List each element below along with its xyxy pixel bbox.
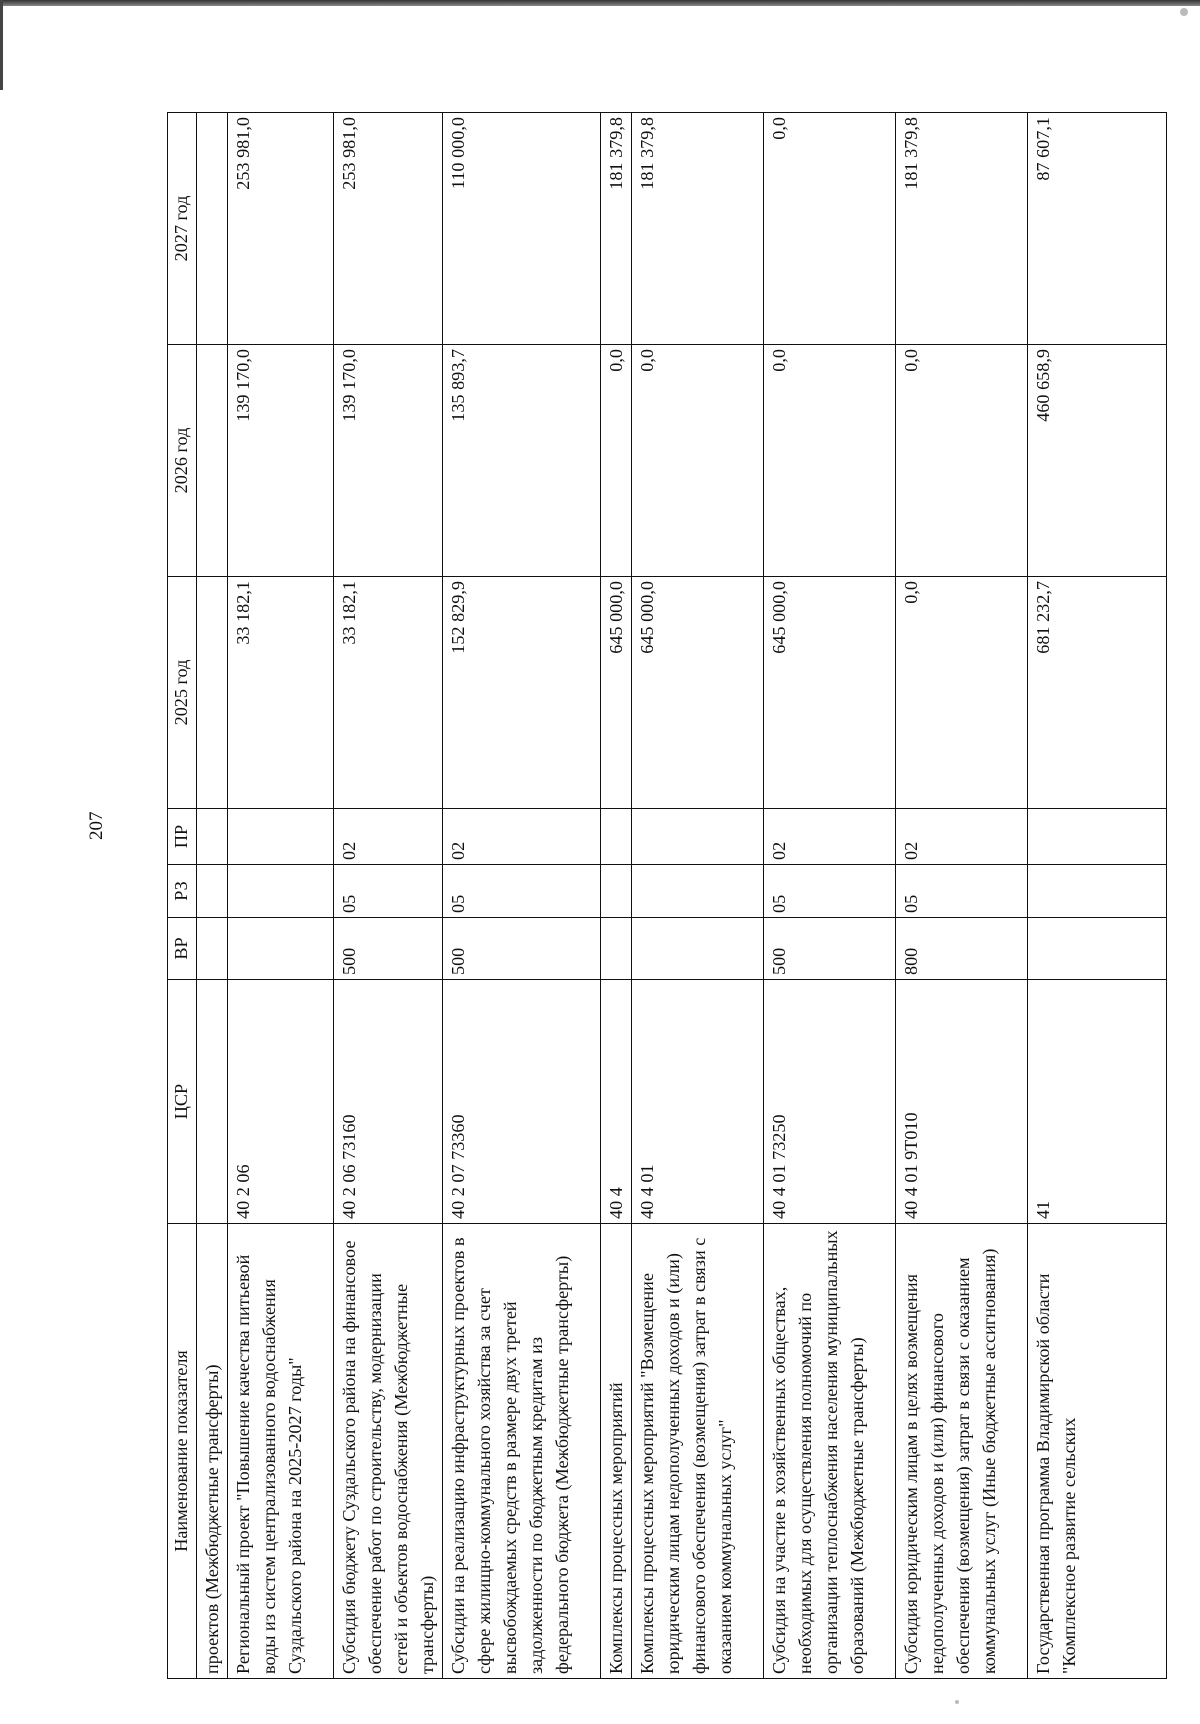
table-row bbox=[197, 113, 228, 1679]
cell-csr: 40 4 01 9Т010 bbox=[896, 980, 1028, 1224]
cell-pr bbox=[1028, 809, 1167, 865]
cell-2026: 460 658,9 bbox=[1028, 345, 1167, 577]
cell-2025: 645 000,0 bbox=[601, 577, 632, 809]
cell-2027: 253 981,0 bbox=[228, 113, 334, 345]
cell-2027 bbox=[197, 113, 228, 345]
cell-2026: 135 893,7 bbox=[443, 345, 601, 577]
table-row bbox=[764, 113, 896, 1679]
cell-2027: 0,0 bbox=[764, 113, 896, 345]
scan-speck bbox=[1180, 8, 1188, 16]
header-rz: РЗ bbox=[168, 865, 197, 918]
cell-rz bbox=[601, 865, 632, 918]
cell-2027: 181 379,8 bbox=[896, 113, 1028, 345]
cell-vr: 800 bbox=[896, 918, 1028, 980]
header-pr: ПР bbox=[168, 809, 197, 865]
table-header-row bbox=[168, 113, 197, 1679]
budget-table bbox=[167, 112, 1167, 1679]
table-row bbox=[228, 113, 334, 1679]
cell-2025: 681 232,7 bbox=[1028, 577, 1167, 809]
cell-pr bbox=[228, 809, 334, 865]
cell-pr: 02 bbox=[764, 809, 896, 865]
header-csr: ЦСР bbox=[168, 980, 197, 1224]
cell-2025: 645 000,0 bbox=[632, 577, 764, 809]
cell-2025 bbox=[197, 577, 228, 809]
cell-csr: 40 4 01 bbox=[632, 980, 764, 1224]
cell-2027: 181 379,8 bbox=[601, 113, 632, 345]
cell-2027: 87 607,1 bbox=[1028, 113, 1167, 345]
cell-2027: 253 981,0 bbox=[334, 113, 443, 345]
cell-rz bbox=[228, 865, 334, 918]
header-vr: ВР bbox=[168, 918, 197, 980]
cell-2027: 181 379,8 bbox=[632, 113, 764, 345]
cell-2025: 152 829,9 bbox=[443, 577, 601, 809]
cell-rz: 05 bbox=[764, 865, 896, 918]
cell-rz: 05 bbox=[443, 865, 601, 918]
cell-csr: 40 2 06 73160 bbox=[334, 980, 443, 1224]
page-number: 207 bbox=[86, 811, 107, 840]
header-2027: 2027 год bbox=[168, 113, 197, 345]
cell-rz: 05 bbox=[896, 865, 1028, 918]
cell-rz: 05 bbox=[334, 865, 443, 918]
cell-vr: 500 bbox=[443, 918, 601, 980]
cell-vr: 500 bbox=[334, 918, 443, 980]
cell-name: Субсидии на реализацию инфраструктурных проектов в сфере жилищно-коммунального хозяйства за счет высвобождаемых средств в размере двух третей задолженности по бюджетным кредитам из федерального бюджета (Межбюджетные трансферты) bbox=[443, 1224, 601, 1679]
cell-pr bbox=[601, 809, 632, 865]
cell-2026: 139 170,0 bbox=[334, 345, 443, 577]
table-row bbox=[1028, 113, 1167, 1679]
cell-pr: 02 bbox=[896, 809, 1028, 865]
scan-speck bbox=[955, 1700, 959, 1704]
cell-vr bbox=[601, 918, 632, 980]
rotated-table-stage bbox=[167, 112, 1167, 1679]
cell-csr: 40 4 bbox=[601, 980, 632, 1224]
cell-rz bbox=[632, 865, 764, 918]
cell-rz bbox=[197, 865, 228, 918]
cell-2026: 139 170,0 bbox=[228, 345, 334, 577]
scan-top-edge bbox=[0, 0, 1200, 6]
cell-name: Региональный проект "Повышение качества питьевой воды из систем централизованного водоснабжения Суздальского района на 2025-2027 годы" bbox=[228, 1224, 334, 1679]
cell-2025: 33 182,1 bbox=[334, 577, 443, 809]
cell-2025: 33 182,1 bbox=[228, 577, 334, 809]
cell-csr: 40 2 07 73360 bbox=[443, 980, 601, 1224]
cell-name: Субсидия на участие в хозяйственных обществах, необходимых для осуществления полномочий по организации теплоснабжения населения муниципальных образований (Межбюджетные трансферты) bbox=[764, 1224, 896, 1679]
table-row bbox=[896, 113, 1028, 1679]
cell-pr bbox=[197, 809, 228, 865]
cell-pr: 02 bbox=[334, 809, 443, 865]
cell-vr: 500 bbox=[764, 918, 896, 980]
cell-pr bbox=[632, 809, 764, 865]
header-2025: 2025 год bbox=[168, 577, 197, 809]
cell-name: Субсидия юридическим лицам в целях возмещения недополученных доходов и (или) финансового обеспечения (возмещения) затрат в связи с оказанием коммунальных услуг (Иные бюджетные ассигнования) bbox=[896, 1224, 1028, 1679]
cell-2025: 0,0 bbox=[896, 577, 1028, 809]
cell-vr bbox=[1028, 918, 1167, 980]
cell-name: Субсидия бюджету Суздальского района на финансовое обеспечение работ по строительству, модернизации сетей и объектов водоснабжения (Межбюджетные трансферты) bbox=[334, 1224, 443, 1679]
cell-vr bbox=[197, 918, 228, 980]
cell-name: Комплексы процессных мероприятий bbox=[601, 1224, 632, 1679]
header-name: Наименование показателя bbox=[168, 1224, 197, 1679]
table-row bbox=[334, 113, 443, 1679]
cell-2026: 0,0 bbox=[601, 345, 632, 577]
cell-2025: 645 000,0 bbox=[764, 577, 896, 809]
cell-2026 bbox=[197, 345, 228, 577]
cell-pr: 02 bbox=[443, 809, 601, 865]
cell-rz bbox=[1028, 865, 1167, 918]
cell-vr bbox=[632, 918, 764, 980]
cell-2026: 0,0 bbox=[632, 345, 764, 577]
cell-name: проектов (Межбюджетные трансферты) bbox=[197, 1224, 228, 1679]
scan-left-edge bbox=[0, 0, 3, 90]
cell-csr bbox=[197, 980, 228, 1224]
cell-csr: 41 bbox=[1028, 980, 1167, 1224]
cell-name: Комплексы процессных мероприятий "Возмещение юридическим лицам недополученных доходов и (или) финансового обеспечения (возмещения) затрат в связи с оказанием коммунальных услуг" bbox=[632, 1224, 764, 1679]
cell-2026: 0,0 bbox=[896, 345, 1028, 577]
cell-name: Государственная программа Владимирской области "Комплексное развитие сельских bbox=[1028, 1224, 1167, 1679]
cell-2026: 0,0 bbox=[764, 345, 896, 577]
cell-csr: 40 4 01 73250 bbox=[764, 980, 896, 1224]
header-2026: 2026 год bbox=[168, 345, 197, 577]
cell-vr bbox=[228, 918, 334, 980]
table-row bbox=[443, 113, 601, 1679]
table-row bbox=[601, 113, 632, 1679]
cell-csr: 40 2 06 bbox=[228, 980, 334, 1224]
table-row bbox=[632, 113, 764, 1679]
cell-2027: 110 000,0 bbox=[443, 113, 601, 345]
